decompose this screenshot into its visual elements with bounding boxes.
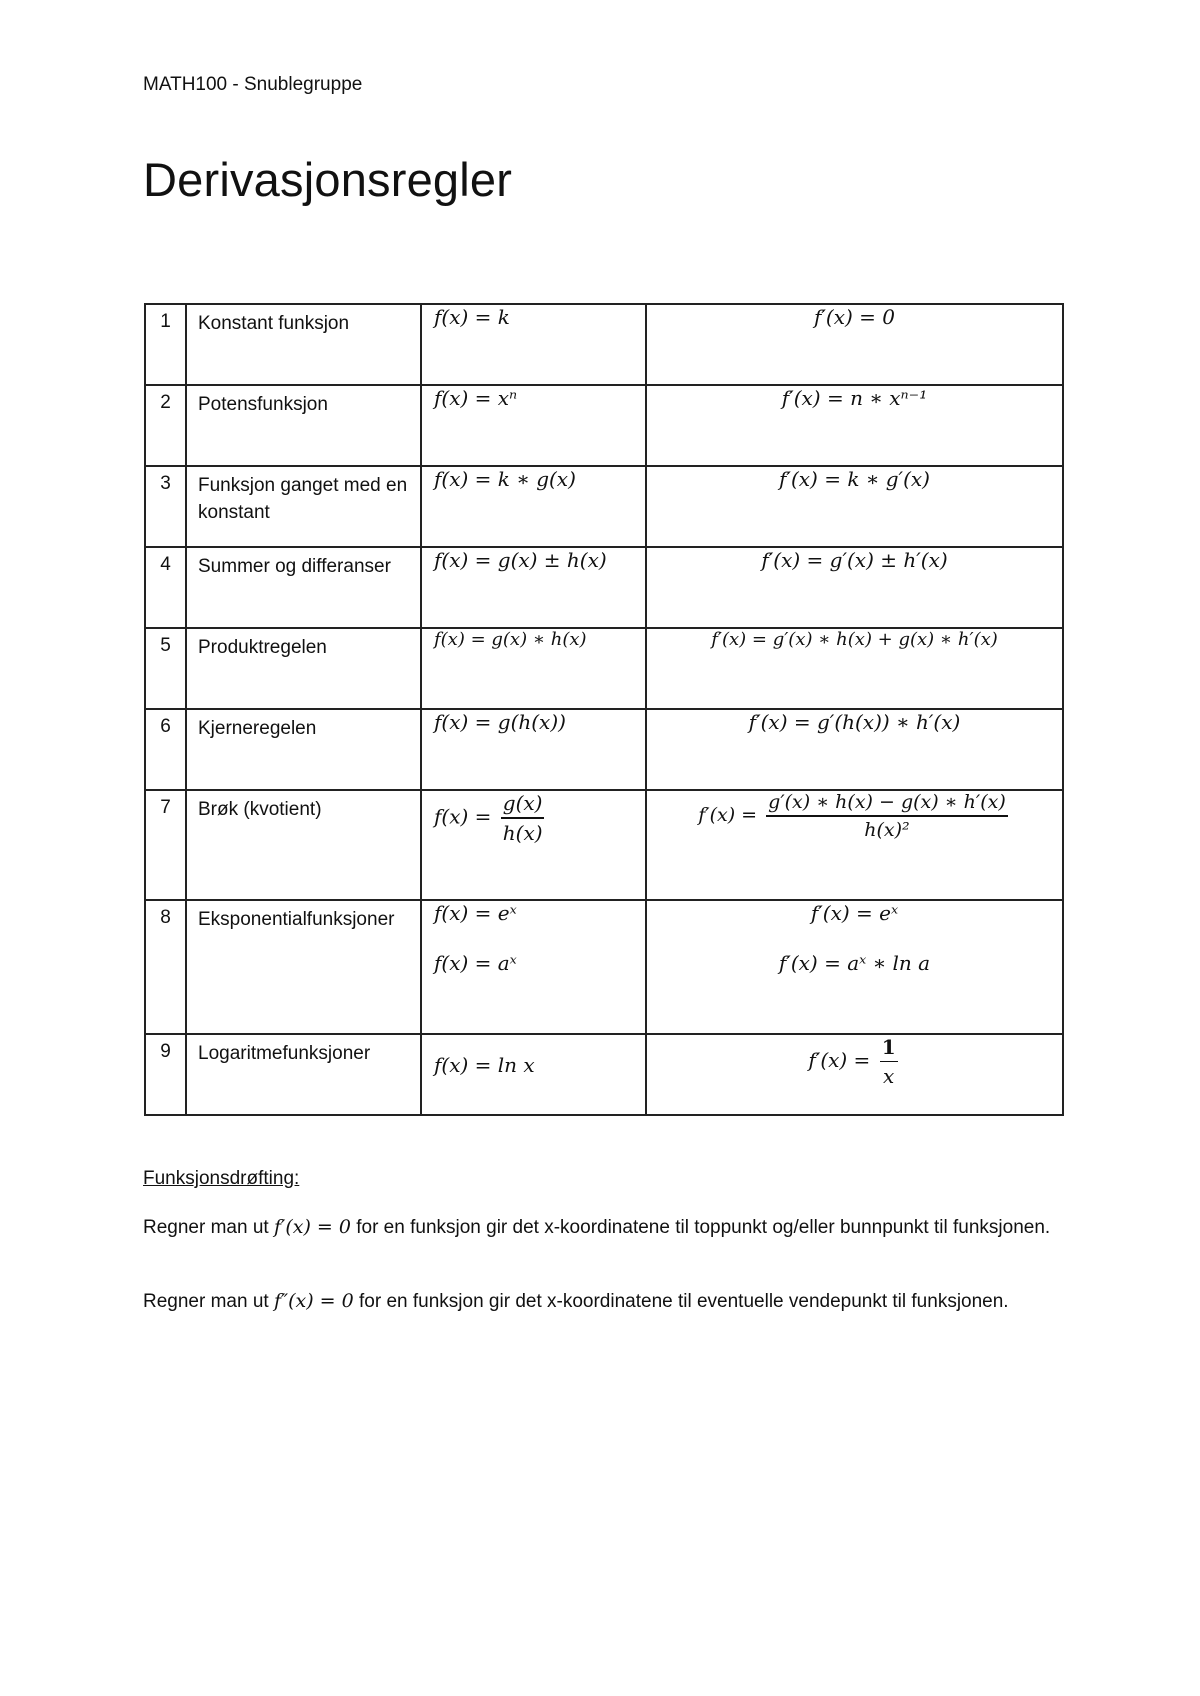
fraction [501,791,545,845]
table-row [145,304,1063,385]
function-formula: f(x) = k [434,305,510,329]
rule-name: Summer og differanser [186,547,421,628]
rule-name: Logaritmefunksjoner [186,1034,421,1115]
paragraph [143,1286,1063,1317]
paragraph-text: Regner man ut [143,1217,269,1238]
rule-name: Konstant funksjon [186,304,421,385]
rule-name: Funksjon ganget med en konstant [186,466,421,547]
rule-number: 8 [145,900,186,1034]
inline-formula: f″(x) = 0 [273,1290,354,1312]
derivative-formula: f′(x) = aˣ ∗ ln a [778,951,931,975]
section-title: Funksjonsdrøfting: [143,1168,300,1189]
rule-name: Eksponentialfunksjoner [186,900,421,1034]
rule-number: 4 [145,547,186,628]
document-header: MATH100 - Snublegruppe [143,74,363,95]
paragraph-text: Regner man ut [143,1291,269,1312]
paragraph-text: for en funksjon gir det x-koordinatene til eventuelle vendepunkt til funksjonen. [359,1291,1009,1312]
table-row [145,628,1063,709]
rule-number: 3 [145,466,186,547]
table-row [145,900,1063,1034]
derivative-formula [698,791,1010,841]
derivative-formula: f′(x) = g′(h(x)) ∗ h′(x) [748,710,961,734]
denominator: h(x)² [864,819,910,841]
rule-name: Potensfunksjon [186,385,421,466]
numerator: g′(x) ∗ h(x) − g(x) ∗ h′(x) [766,791,1008,817]
function-formula: f(x) = aˣ [434,951,517,975]
table-row [145,385,1063,466]
inline-formula: f′(x) = 0 [273,1216,351,1238]
formula-lhs: f′(x) = [808,1048,871,1072]
paragraph-text: for en funksjon gir det x-koordinatene til toppunkt og/eller bunnpunkt til funksjonen. [356,1217,1051,1238]
derivative-formula: f′(x) = g′(x) ∗ h(x) + g(x) ∗ h′(x) [711,629,998,650]
function-formula: f(x) = ln x [434,1053,535,1077]
function-formula: f(x) = g(x) ± h(x) [434,548,607,572]
derivative-formula: f′(x) = k ∗ g′(x) [779,467,930,491]
page-title: Derivasjonsregler [143,153,513,206]
function-formula: f(x) = eˣ [434,901,517,925]
function-formula: f(x) = xⁿ [434,386,518,410]
rule-number: 1 [145,304,186,385]
table-row [145,547,1063,628]
table-row [145,1034,1063,1115]
table-row [145,790,1063,900]
rule-number: 9 [145,1034,186,1115]
paragraph [143,1212,1063,1243]
derivative-rules-table [144,303,1064,1116]
derivative-formula: f′(x) = n ∗ xⁿ⁻¹ [781,386,928,410]
rule-name: Kjerneregelen [186,709,421,790]
denominator: x [883,1064,895,1088]
derivative-formula: f′(x) = g′(x) ± h′(x) [761,548,948,572]
function-formula: f(x) = k ∗ g(x) [434,467,576,491]
rule-number: 5 [145,628,186,709]
rule-number: 7 [145,790,186,900]
fraction [766,791,1008,841]
derivative-formula: f′(x) = 0 [813,305,896,329]
rule-number: 2 [145,385,186,466]
table-row [145,709,1063,790]
numerator: 1 [880,1035,898,1062]
denominator: h(x) [502,821,543,845]
rule-name: Produktregelen [186,628,421,709]
derivative-formula [808,1035,900,1088]
formula-lhs: f′(x) = [698,804,758,826]
function-formula [434,791,548,845]
derivative-formula: f′(x) = eˣ [810,901,899,925]
table-row [145,466,1063,547]
function-formula: f(x) = g(x) ∗ h(x) [434,629,587,650]
function-formula: f(x) = g(h(x)) [434,710,566,734]
rule-number: 6 [145,709,186,790]
numerator: g(x) [501,791,545,819]
rule-name: Brøk (kvotient) [186,790,421,900]
fraction [880,1035,898,1088]
formula-lhs: f(x) = [434,804,492,829]
